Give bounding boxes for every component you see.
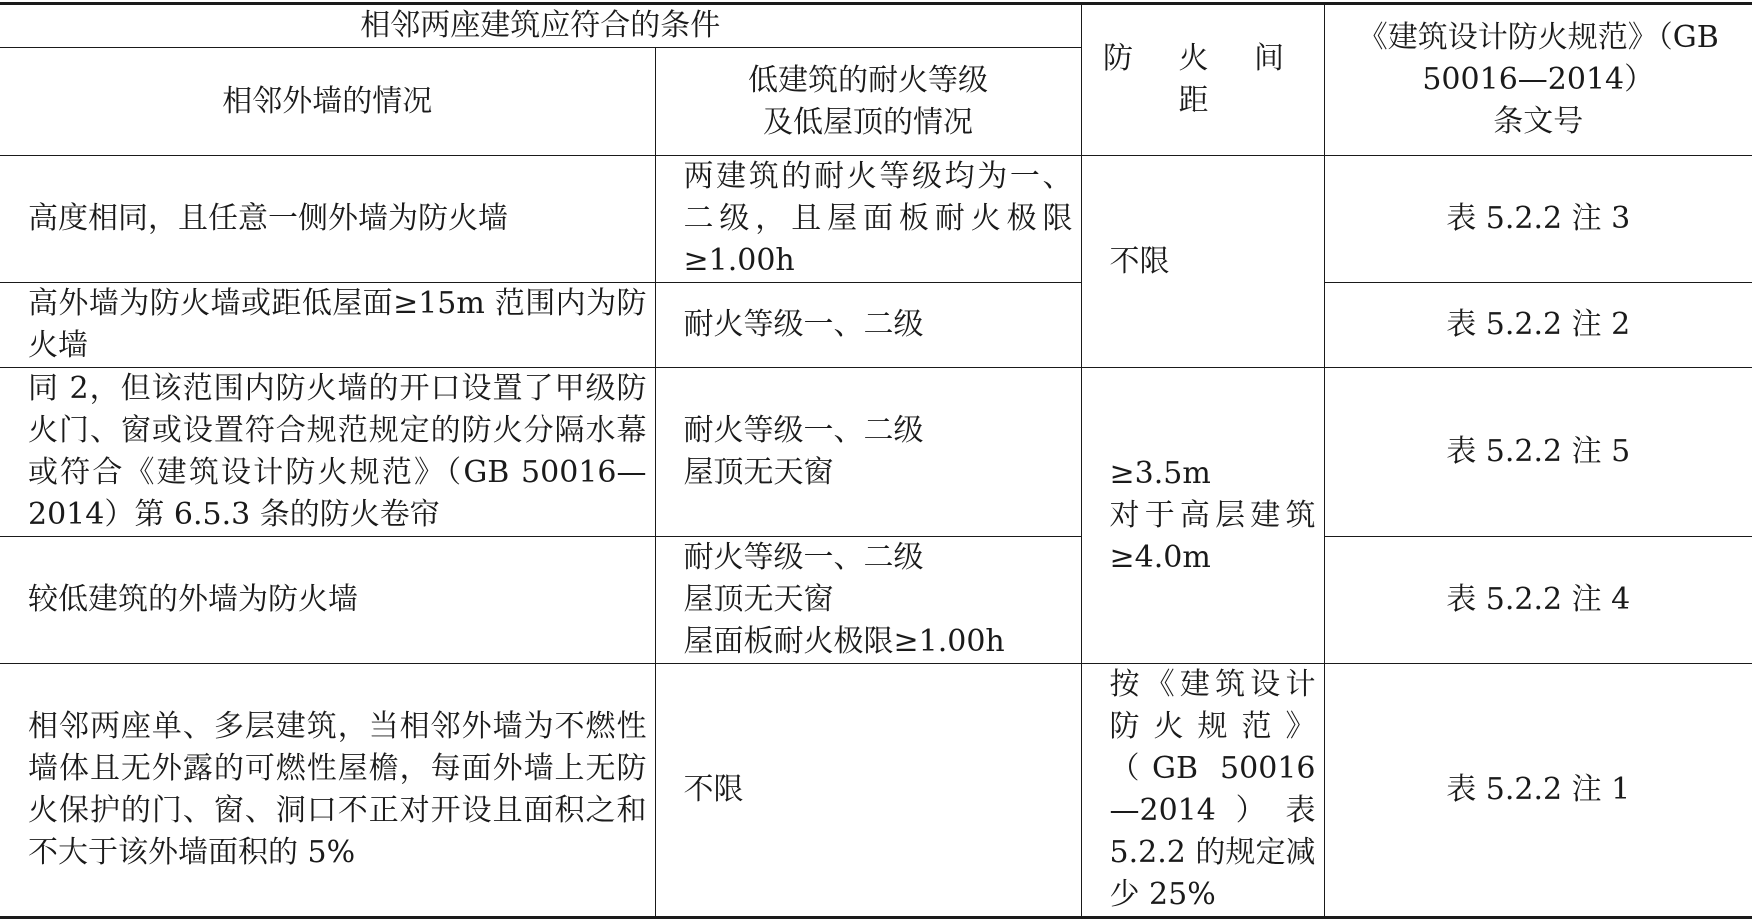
header-fire-resistance-grade: 低建筑的耐火等级 及低屋顶的情况 xyxy=(655,48,1081,156)
fire-separation-table xyxy=(0,2,1752,919)
table-row xyxy=(0,537,1752,664)
header-row-1 xyxy=(0,4,1752,48)
grade-condition-cell: 两建筑的耐火等级均为一、二级，且屋面板耐火极限≥1.00h xyxy=(655,156,1081,283)
clause-cell: 表 5.2.2 注 4 xyxy=(1324,537,1752,664)
clause-cell: 表 5.2.2 注 3 xyxy=(1324,156,1752,283)
wall-condition-cell: 高度相同，且任意一侧外墙为防火墙 xyxy=(0,156,655,283)
clause-cell: 表 5.2.2 注 1 xyxy=(1324,664,1752,918)
header-group-title: 相邻两座建筑应符合的条件 xyxy=(0,4,1081,48)
table-row xyxy=(0,156,1752,283)
header-fire-distance-label: 防 火 间 距 xyxy=(1102,41,1303,118)
table-row xyxy=(0,283,1752,368)
wall-condition-cell: 较低建筑的外墙为防火墙 xyxy=(0,537,655,664)
header-fire-distance xyxy=(1081,4,1324,156)
header-clause-number: 《建筑设计防火规范》（GB 50016—2014） 条文号 xyxy=(1324,4,1752,156)
fire-distance-cell: 不限 xyxy=(1081,156,1324,368)
grade-condition-cell: 耐火等级一、二级 屋顶无天窗 xyxy=(655,368,1081,537)
table-row xyxy=(0,664,1752,918)
grade-condition-cell: 不限 xyxy=(655,664,1081,918)
grade-condition-cell: 耐火等级一、二级 xyxy=(655,283,1081,368)
wall-condition-cell: 高外墙为防火墙或距低屋面≥15m 范围内为防火墙 xyxy=(0,283,655,368)
grade-condition-cell: 耐火等级一、二级 屋顶无天窗 屋面板耐火极限≥1.00h xyxy=(655,537,1081,664)
fire-distance-cell: 按《建筑设计防火规范》（GB 50016—2014）表 5.2.2 的规定减少 25% xyxy=(1081,664,1324,918)
fire-distance-cell: ≥3.5m 对于高层建筑≥4.0m xyxy=(1081,368,1324,664)
clause-cell: 表 5.2.2 注 5 xyxy=(1324,368,1752,537)
wall-condition-cell: 同 2，但该范围内防火墙的开口设置了甲级防火门、窗或设置符合规范规定的防火分隔水幕或符合《建筑设计防火规范》（GB 50016—2014）第 6.5.3 条的防火卷帘 xyxy=(0,368,655,537)
wall-condition-cell: 相邻两座单、多层建筑，当相邻外墙为不燃性墙体且无外露的可燃性屋檐，每面外墙上无防火保护的门、窗、洞口不正对开设且面积之和不大于该外墙面积的 5% xyxy=(0,664,655,918)
header-adjacent-wall: 相邻外墙的情况 xyxy=(0,48,655,156)
table-row xyxy=(0,368,1752,537)
clause-cell: 表 5.2.2 注 2 xyxy=(1324,283,1752,368)
